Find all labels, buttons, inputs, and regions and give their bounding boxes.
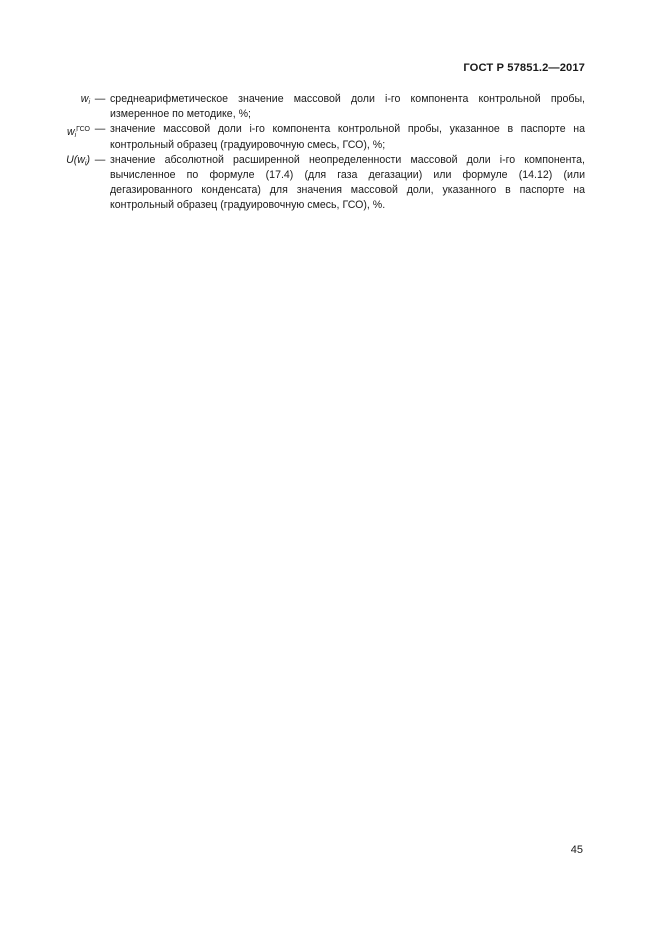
definition-symbol: $w_i$ — [80, 93, 90, 106]
definitions-list — [52, 92, 585, 214]
definition-item — [52, 92, 585, 122]
definition-text: значение массовой доли i-го компонента контрольной пробы, указанное в паспорте на контрольный образец (градуировочную смесь, ГСО), %; — [110, 123, 585, 151]
definition-dash: — — [94, 93, 106, 105]
definition-text: значение абсолютной расширенной неопределенности массовой доли i-го компонента, вычисленное по формуле (17.4) (для газа дегазации) или формуле (14.12) (или дегазированного конденсата) для значения массовой доли, указанного в паспорте на контрольный образец (градуировочную смесь, ГСО), %. — [110, 153, 585, 212]
definition-symbol: $U(w_i)$ — [66, 153, 90, 167]
definition-item — [52, 122, 585, 152]
page-number: 45 — [570, 844, 583, 856]
definition-symbol: $w_i^{ГСО}$ — [66, 126, 90, 140]
definition-item — [52, 153, 585, 214]
definition-dash: — — [94, 153, 106, 166]
definition-text: среднеарифметическое значение массовой доли i-го компонента контрольной пробы, измеренное по методике, %; — [110, 93, 585, 121]
definition-dash: — — [94, 123, 106, 136]
document-header-id: ГОСТ Р 57851.2—2017 — [463, 62, 585, 74]
